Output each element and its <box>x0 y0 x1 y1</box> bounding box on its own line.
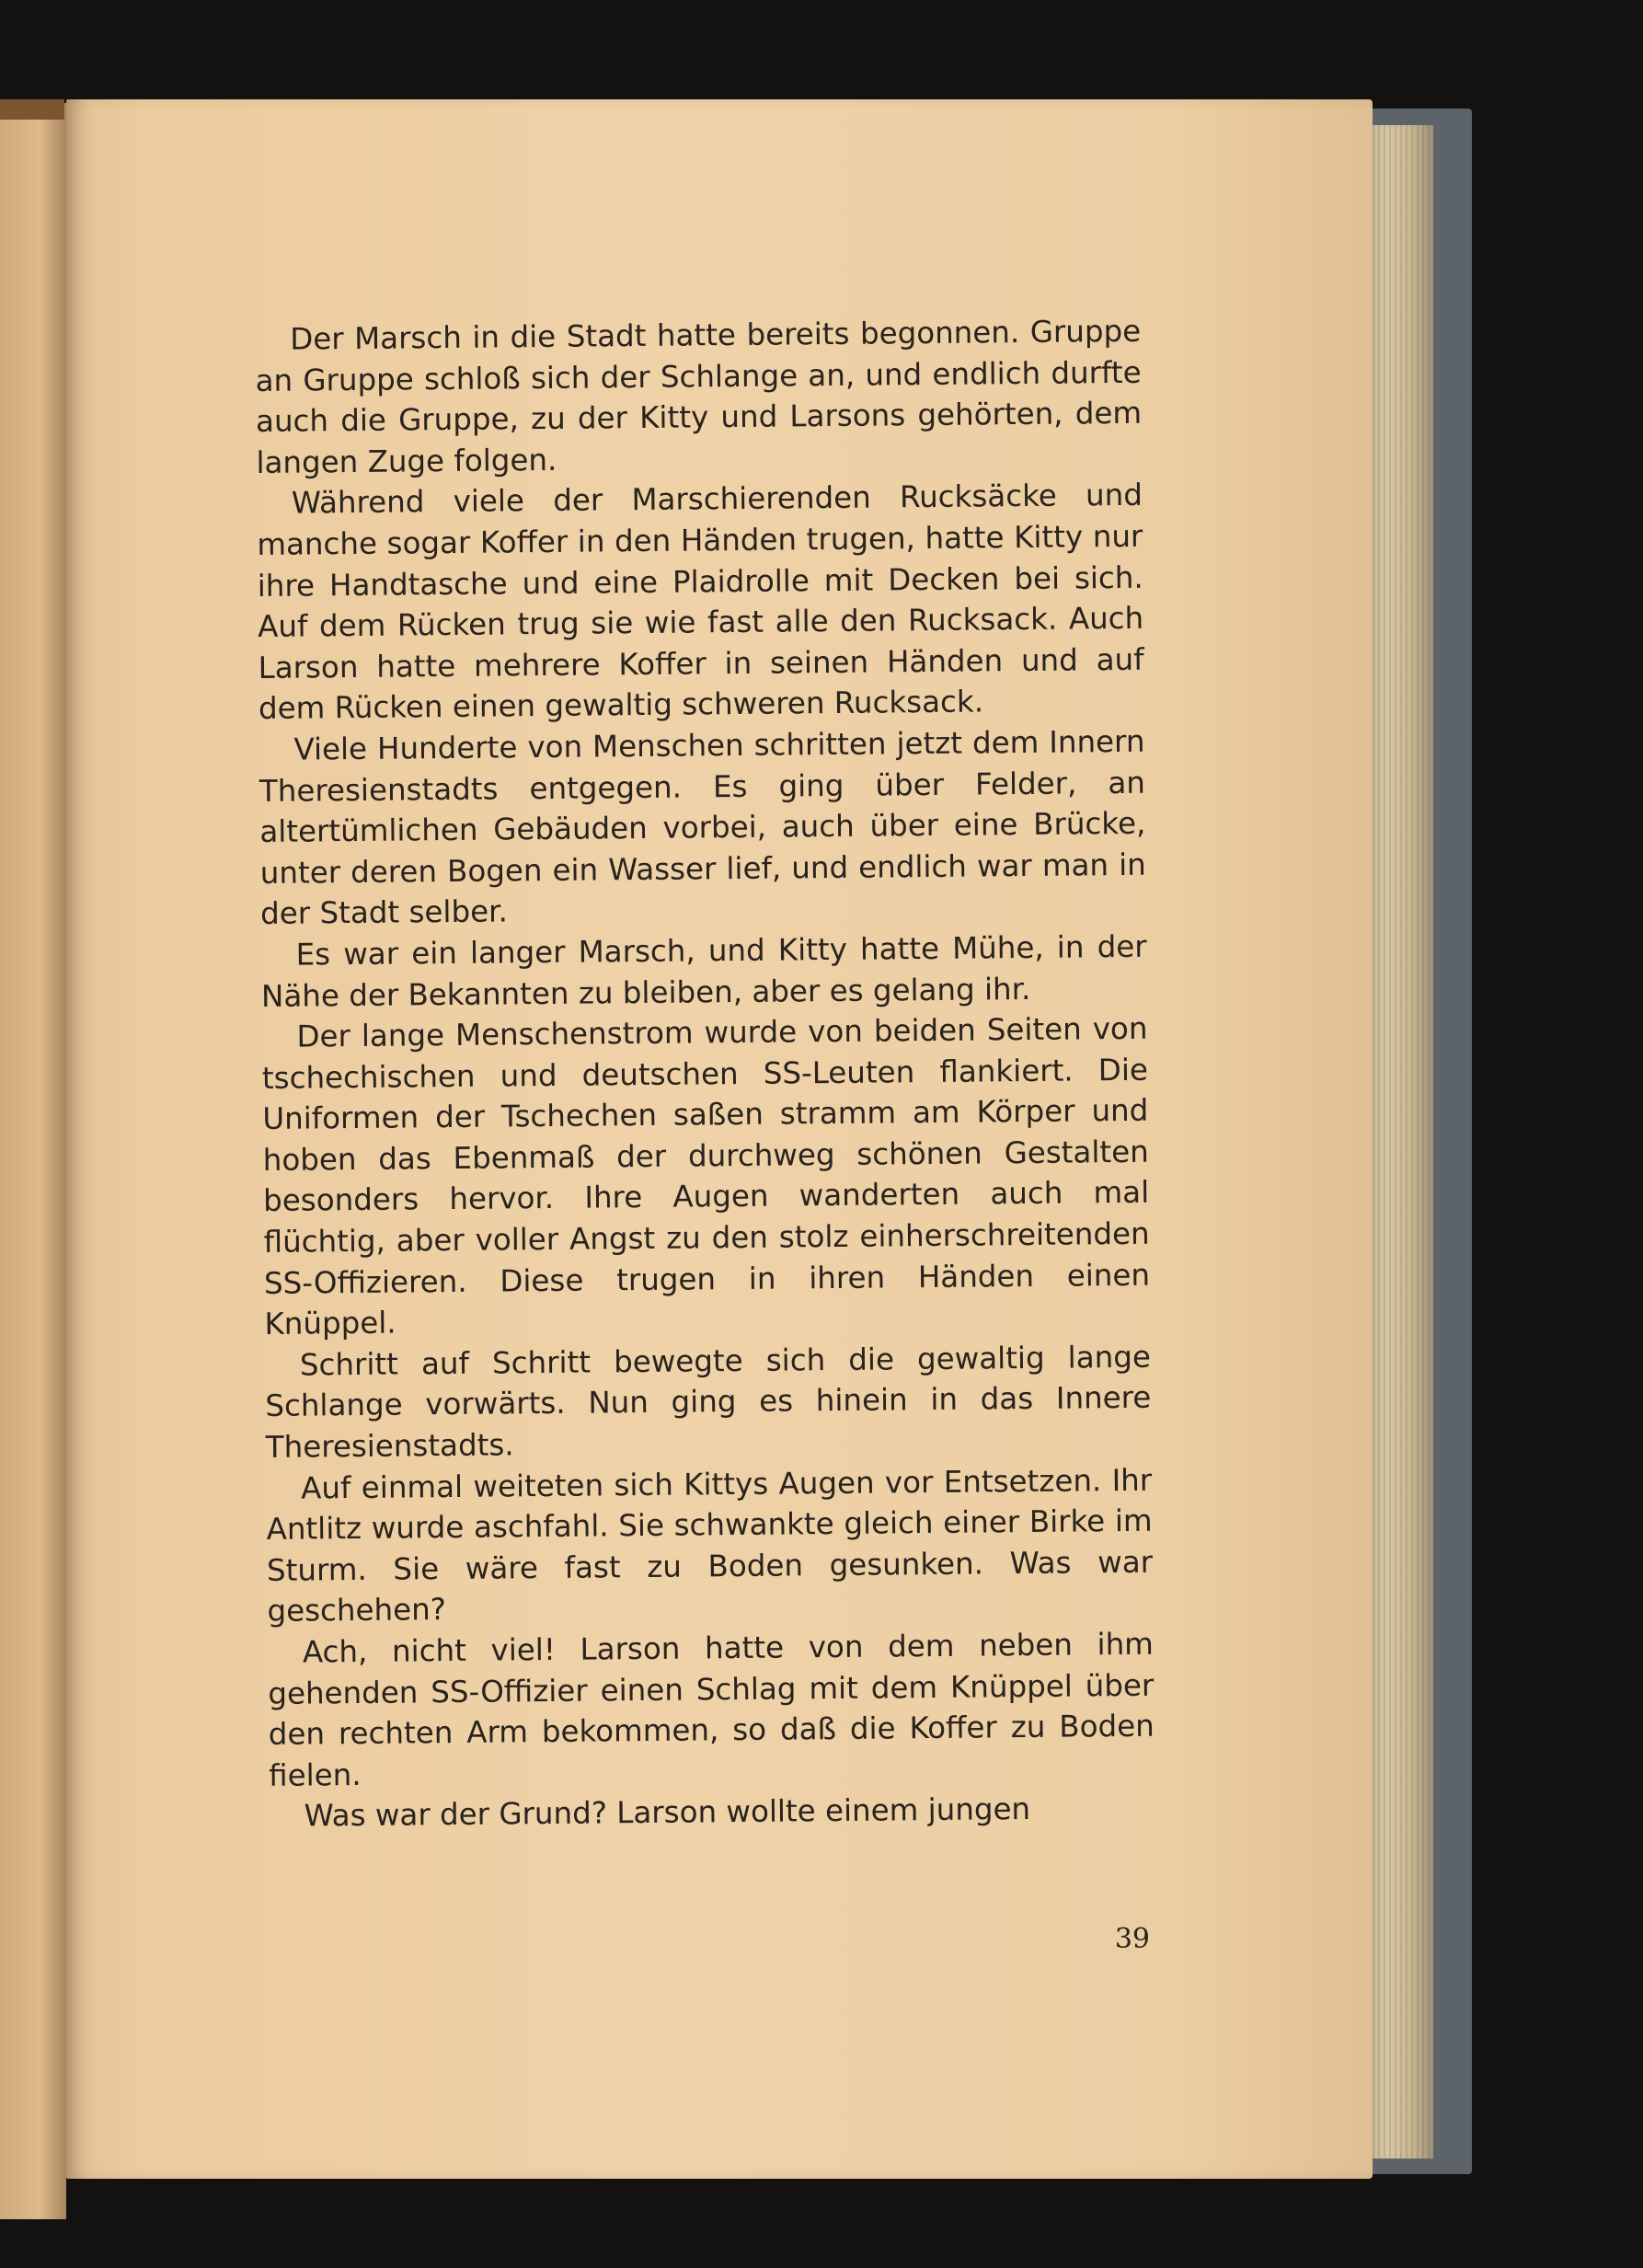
paragraph-5: Der lange Menschenstrom wurde von beiden Seiten von tschechischen und deutschen SS-Leuten flankiert. Die Uniformen der Tschechen saßen stramm am Körper und hoben das Ebenmaß der durchweg schönen Gestalten besonders hervor. Ihre Augen wanderten auch mal flüchtig, aber voller Angst zu den stolz einherschreitenden SS-Offizieren. Diese trugen in ihren Händen einen Knüppel. <box>261 1010 1151 1342</box>
paragraph-7: Auf einmal weiteten sich Kittys Augen vor Entsetzen. Ihr Antlitz wurde aschfahl. Sie schwankte gleich einer Birke im Sturm. Sie wäre fast zu Boden gesunken. Was war geschehen? <box>266 1462 1154 1629</box>
left-binding <box>0 99 64 120</box>
paragraph-3: Viele Hunderte von Menschen schritten jetzt dem Innern Theresienstadts entgegen. Es ging über Felder, an altertümlichen Gebäuden vorbei, auch über eine Brücke, unter deren Bogen ein Wasser lief, und endlich war man in der Stadt selber. <box>259 723 1146 932</box>
left-page-edge <box>0 103 66 2219</box>
paragraph-4: Es war ein langer Marsch, und Kitty hatte Mühe, in der Nähe der Bekannten zu bleiben, aber es gelang ihr. <box>260 928 1147 1014</box>
page-number: 39 <box>1114 1923 1150 1955</box>
paragraph-6: Schritt auf Schritt bewegte sich die gewaltig lange Schlange vorwärts. Nun ging es hinein in das Innere Theresienstadts. <box>265 1339 1152 1465</box>
paragraph-1: Der Marsch in die Stadt hatte bereits begonnen. Gruppe an Gruppe schloß sich der Schlange an, und endlich durfte auch die Gruppe, zu der Kitty und Larsons gehörten, dem langen Zuge folgen. <box>255 313 1143 480</box>
page-text <box>255 311 1155 1837</box>
paragraph-2: Während viele der Marschierenden Rucksäcke und manche sogar Koffer in den Händen trugen, hatte Kitty nur ihre Handtasche und eine Plaidrolle mit Decken bei sich. Auf dem Rücken trug sie wie fast alle den Rucksack. Auch Larson hatte mehrere Koffer in seinen Händen und auf dem Rücken einen gewaltig schweren Rucksack. <box>257 478 1144 727</box>
paragraph-9: Was war der Grund? Larson wollte einem jungen <box>304 1791 1031 1834</box>
paragraph-8: Ach, nicht viel! Larson hatte von dem neben ihm gehenden SS-Offizier einen Schlag mit dem Knüppel über den rechten Arm bekommen, so daß die Koffer zu Boden fielen. <box>268 1626 1155 1793</box>
